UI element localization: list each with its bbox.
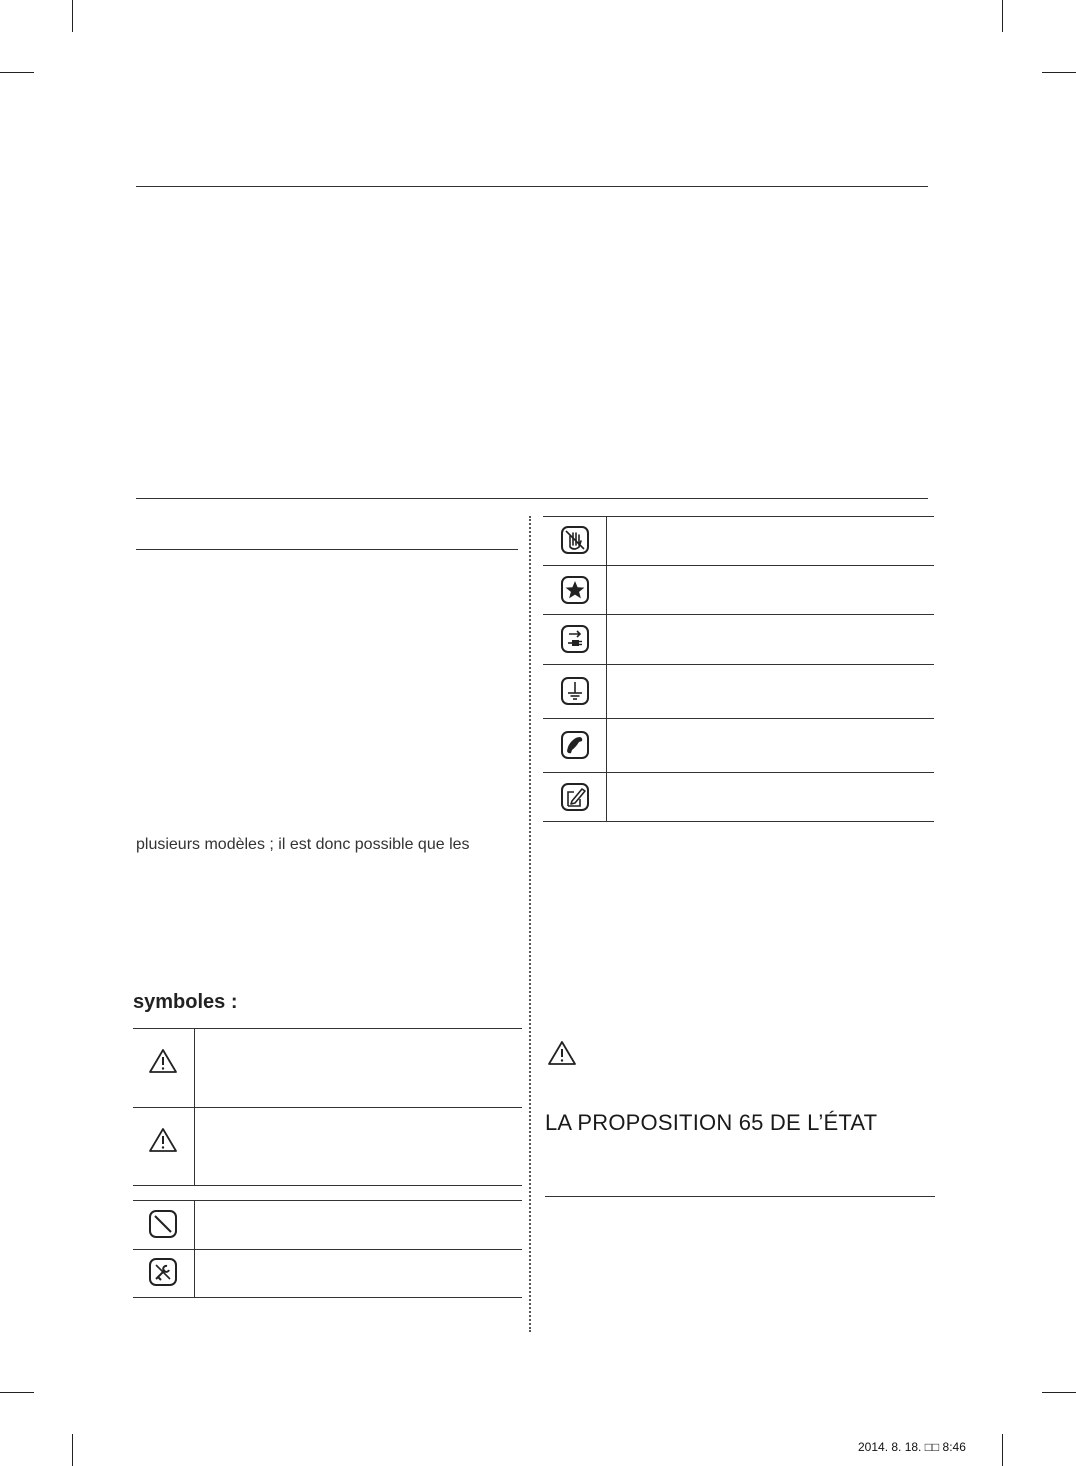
prohibited-icon	[148, 1209, 178, 1239]
call-service-phone-icon	[560, 730, 590, 760]
print-timestamp: 2014. 8. 18. □□ 8:46	[858, 1440, 966, 1454]
warning-triangle-icon	[148, 1048, 178, 1074]
table-rule	[133, 1200, 522, 1201]
table-divider	[606, 516, 607, 821]
table-rule	[133, 1028, 522, 1029]
prop65-rule	[545, 1196, 935, 1197]
table-rule	[543, 614, 934, 615]
table-rule	[543, 772, 934, 773]
note-icon	[560, 782, 590, 812]
crop-mark-bottom-left-horizontal	[0, 1392, 34, 1393]
table-rule	[133, 1185, 522, 1186]
warning-triangle-icon	[547, 1040, 577, 1066]
table-rule	[543, 664, 934, 665]
symbols-heading: symboles :	[133, 991, 238, 1013]
crop-mark-top-right-horizontal	[1042, 72, 1076, 73]
crop-mark-bottom-left-vertical	[72, 1434, 73, 1466]
top-rule	[136, 186, 928, 187]
crop-mark-top-left-vertical	[72, 0, 73, 32]
section-rule	[136, 498, 928, 499]
crop-mark-top-left-horizontal	[0, 72, 34, 73]
crop-mark-top-right-vertical	[1002, 0, 1003, 32]
table-rule	[543, 516, 934, 517]
crop-mark-bottom-right-horizontal	[1042, 1392, 1076, 1393]
unplug-icon	[560, 624, 590, 654]
table-divider	[194, 1028, 195, 1185]
table-rule	[543, 565, 934, 566]
follow-directions-star-icon	[560, 575, 590, 605]
table-rule	[133, 1297, 522, 1298]
table-rule	[543, 718, 934, 719]
prop65-heading: LA PROPOSITION 65 DE L’ÉTAT	[545, 1110, 878, 1135]
do-not-touch-icon	[560, 525, 590, 555]
ground-icon	[560, 676, 590, 706]
table-rule	[543, 821, 934, 822]
body-text-line: plusieurs modèles ; il est donc possible que les	[136, 836, 470, 853]
column-separator	[529, 516, 531, 1332]
crop-mark-bottom-right-vertical	[1002, 1434, 1003, 1466]
do-not-disassemble-icon	[148, 1257, 178, 1287]
table-rule	[133, 1107, 522, 1108]
table-divider	[194, 1200, 195, 1297]
left-heading-rule	[136, 549, 518, 550]
table-rule	[133, 1249, 522, 1250]
caution-triangle-icon	[148, 1127, 178, 1153]
